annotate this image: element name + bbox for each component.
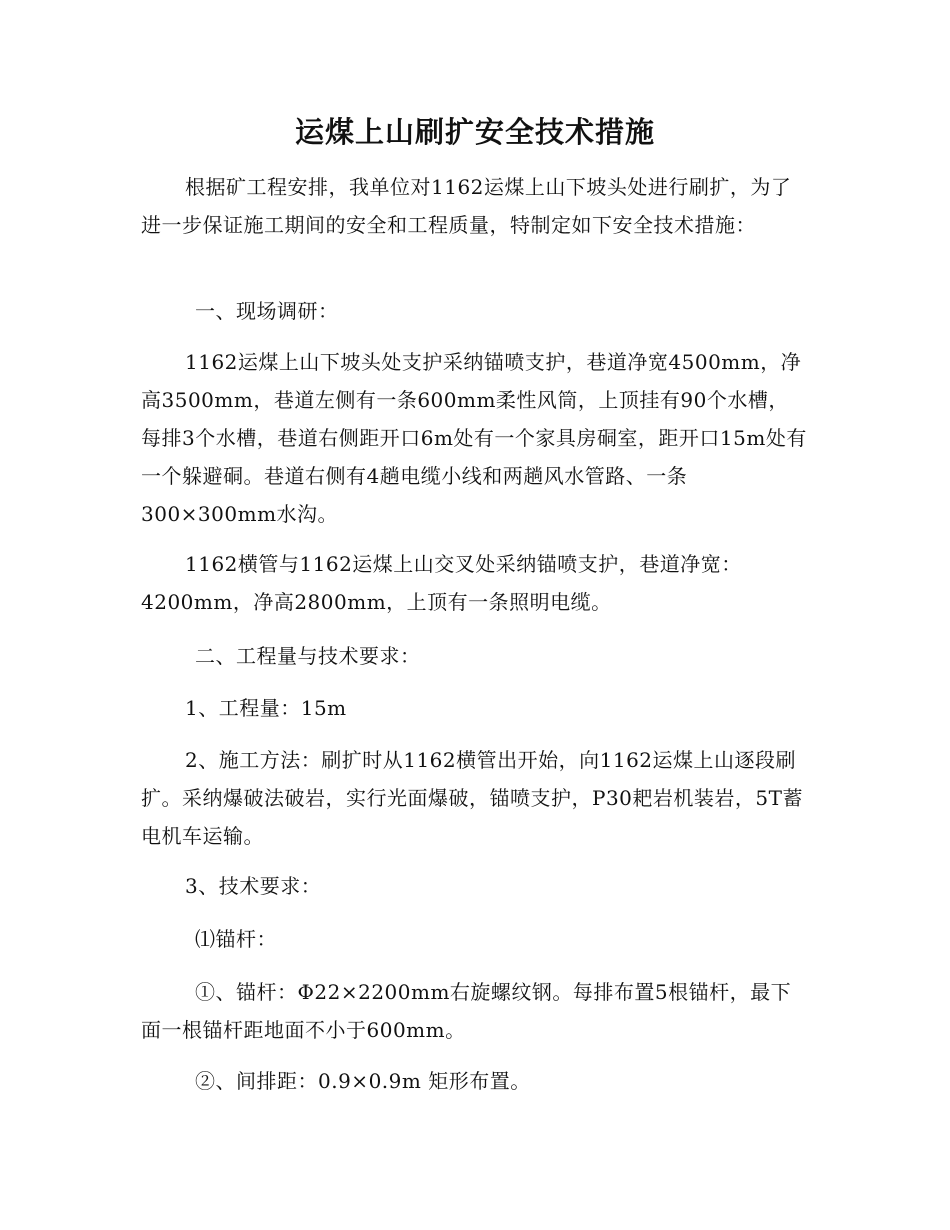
section-heading-requirements: 二、工程量与技术要求： <box>195 644 421 668</box>
survey-paragraph-1: 1162运煤上山下坡头处支护采纳锚喷支护，巷道净宽4500mm，净高3500mm，巷道左侧有一条600mm柔性风筒，上顶挂有90个水槽，每排3个水槽，巷道右侧距开口6m处有一个家具房硐室，距开口15m处有一个躲避硐。巷道右侧有4趟电缆小线和两趟风水管路、一条300×300mm水沟。 <box>141 350 807 526</box>
sub-item-anchor-bolt: ⑴锚杆： <box>195 927 277 951</box>
sub-item-anchor-spec: ①、锚杆：Φ22×2200mm右旋螺纹钢。每排布置5根锚杆，最下面一根锚杆距地面不小于600mm。 <box>141 980 792 1042</box>
item-quantity: 1、工程量：15m <box>185 696 347 720</box>
sub-item-spacing: ②、间排距：0.9×0.9m 矩形布置。 <box>195 1069 531 1093</box>
document-title: 运煤上山刷扩安全技术措施 <box>294 115 655 149</box>
item-construction-method: 2、施工方法：刷扩时从1162横管出开始，向1162运煤上山逐段刷扩。采纳爆破法破岩，实行光面爆破，锚喷支护，P30耙岩机装岩，5T蓄电机车运输。 <box>141 748 803 848</box>
item-technical-requirements: 3、技术要求： <box>185 874 322 898</box>
section-heading-survey: 一、现场调研： <box>195 299 339 323</box>
intro-paragraph: 根据矿工程安排，我单位对1162运煤上山下坡头处进行刷扩，为了进一步保证施工期间的安全和工程质量，特制定如下安全技术措施： <box>141 175 792 237</box>
survey-paragraph-2: 1162横管与1162运煤上山交叉处采纳锚喷支护，巷道净宽：4200mm，净高2800mm，上顶有一条照明电缆。 <box>141 552 742 614</box>
